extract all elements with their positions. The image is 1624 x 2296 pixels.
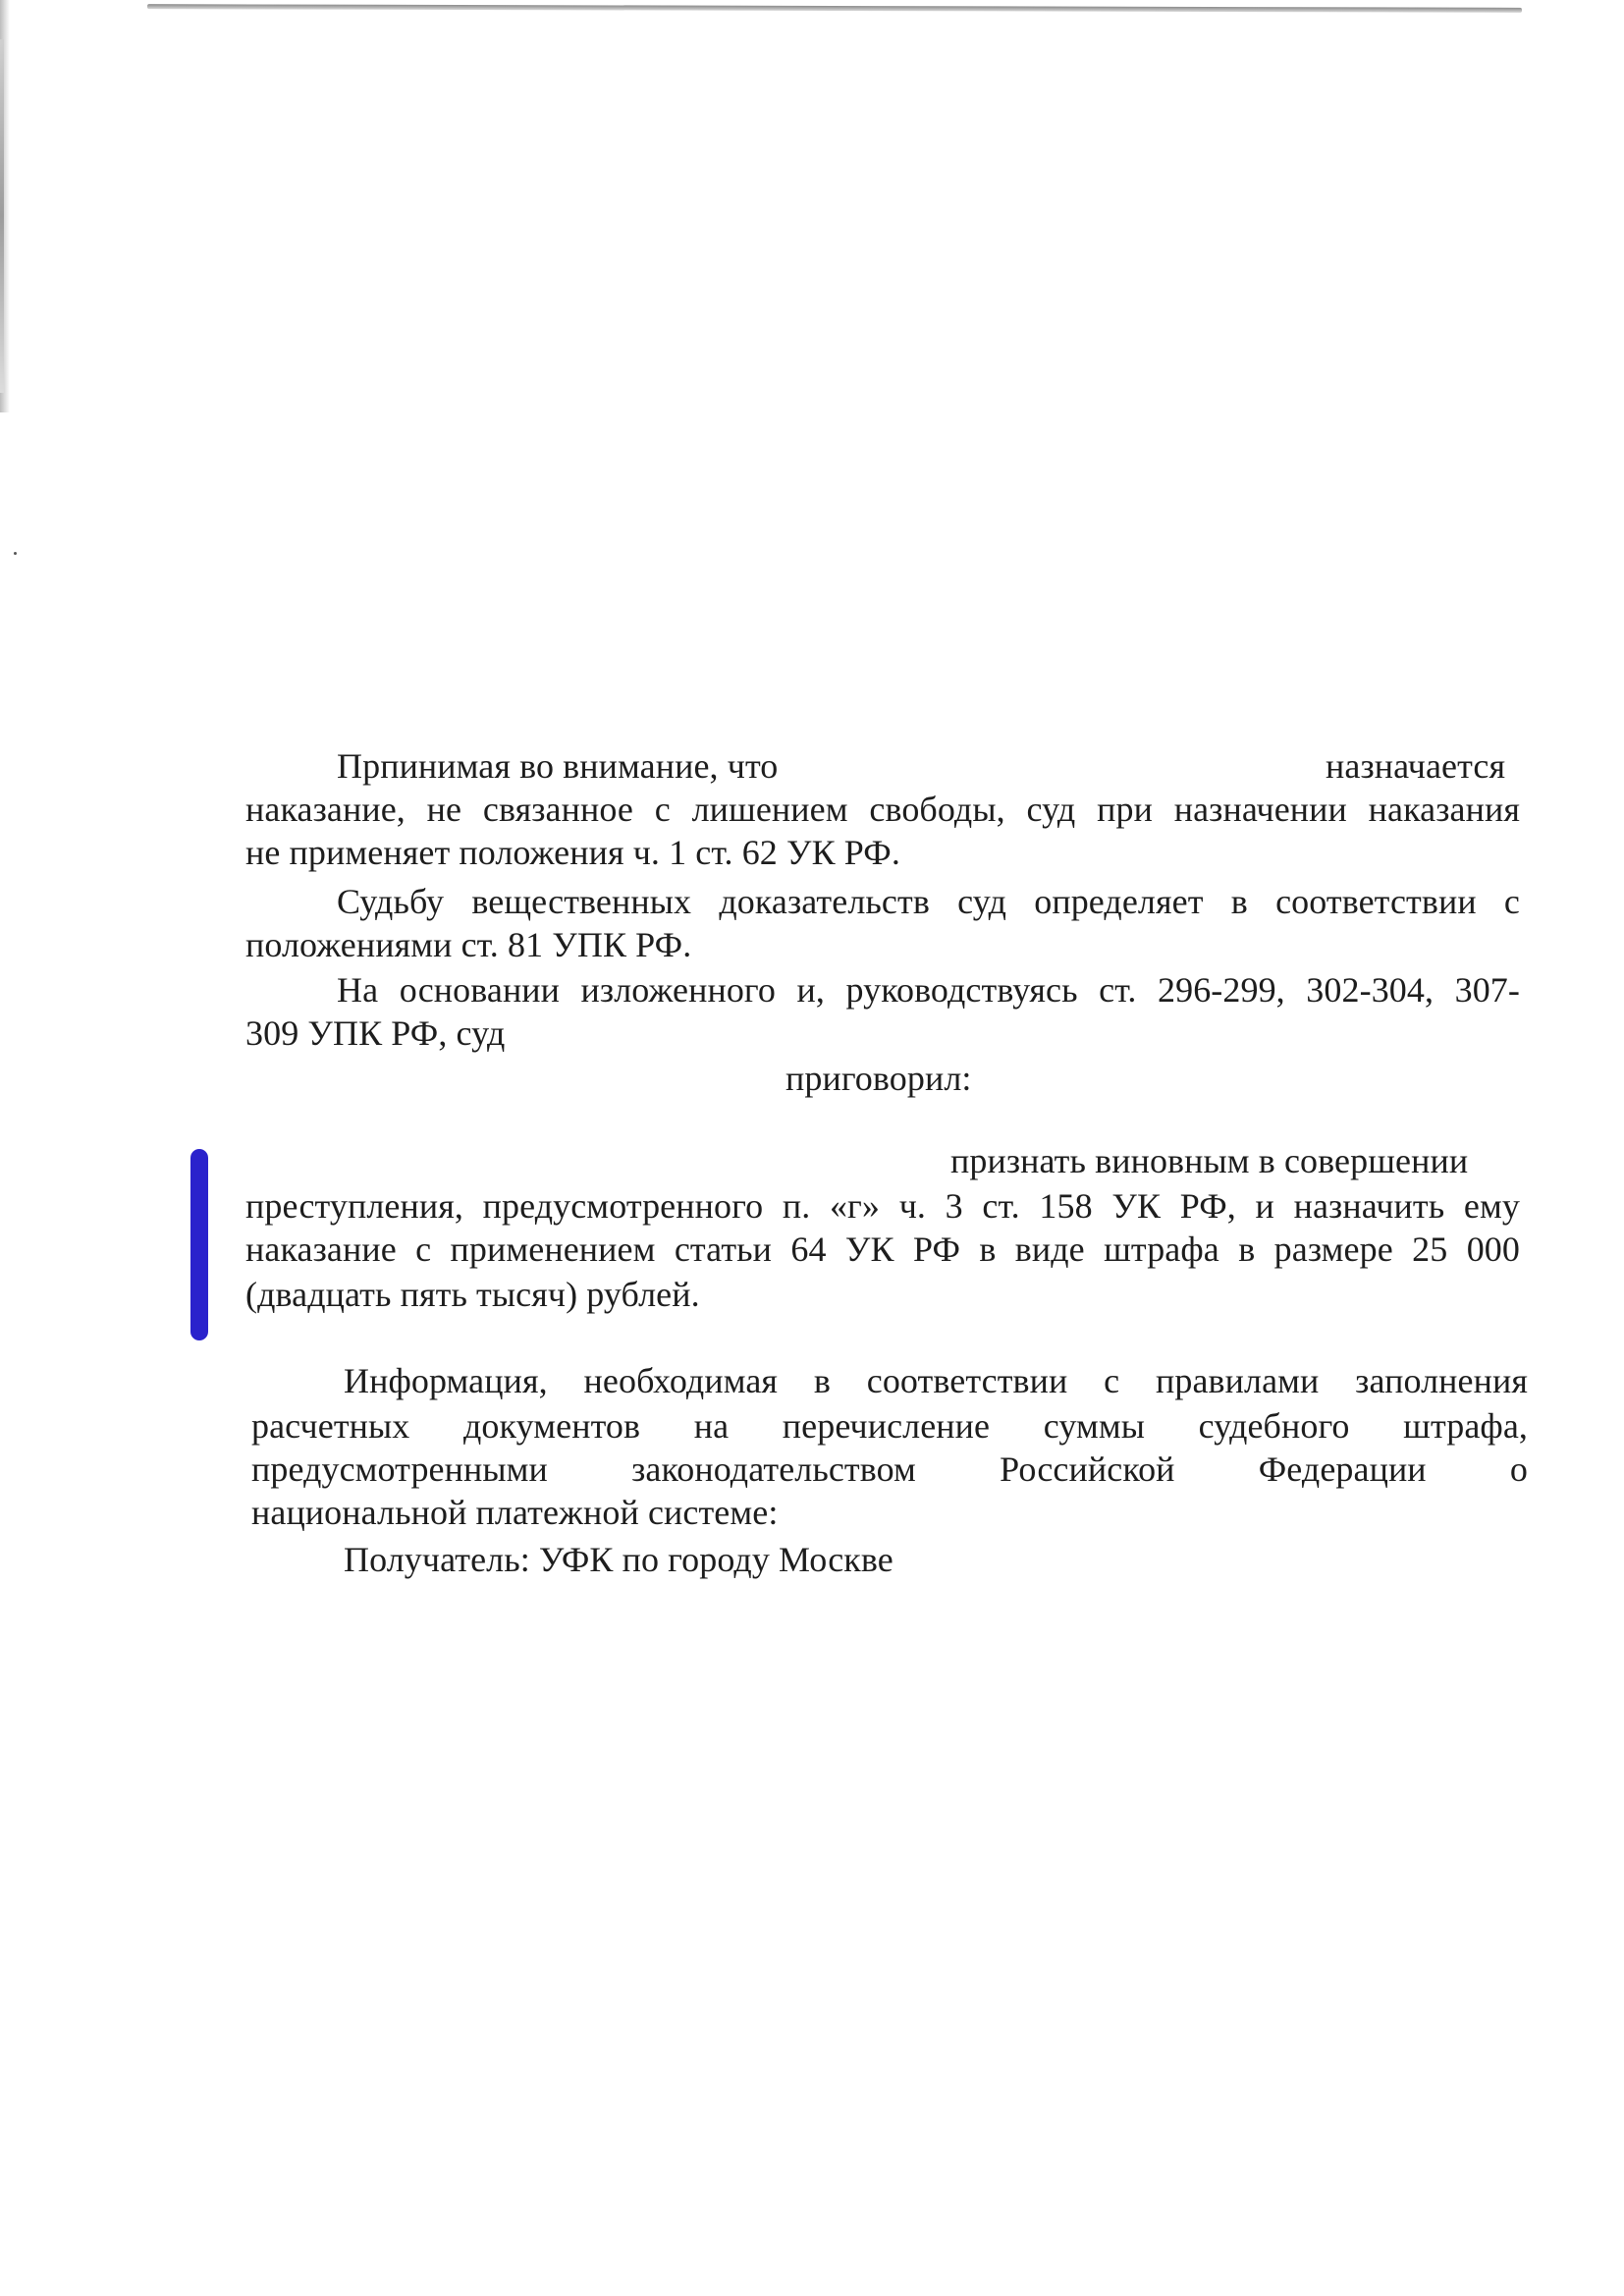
payment-info-line-4: национальной платежной системе: <box>251 1493 779 1532</box>
verdict-heading: приговорил: <box>785 1059 972 1098</box>
paragraph-1-line-1-end: назначается <box>1326 746 1506 786</box>
scan-speck <box>14 552 17 555</box>
payment-info-line-1: Информация, необходимая в соответствии с правилами заполнения <box>344 1361 1528 1400</box>
paragraph-1-line-2: наказание, не связанное с лишением свободы, суд при назначении наказания <box>245 790 1520 829</box>
paragraph-2-line-1: Судьбу вещественных доказательств суд определяет в соответствии с <box>337 882 1520 921</box>
payment-info-line-3: предусмотренными законодательством Российской Федерации о <box>251 1449 1528 1489</box>
verdict-line-1-end: признать виновным в совершении <box>950 1141 1469 1180</box>
scan-left-edge <box>0 39 4 393</box>
verdict-line-2: преступления, предусмотренного п. «г» ч. 3 ст. 158 УК РФ, и назначить ему <box>245 1186 1520 1226</box>
payment-info-line-2: расчетных документов на перечисление суммы судебного штрафа, <box>251 1406 1528 1446</box>
payment-recipient: Получатель: УФК по городу Москве <box>344 1540 893 1579</box>
paragraph-2-line-2: положениями ст. 81 УПК РФ. <box>245 925 692 964</box>
verdict-line-4: (двадцать пять тысяч) рублей. <box>245 1275 700 1314</box>
paragraph-1-line-3: не применяет положения ч. 1 ст. 62 УК РФ. <box>245 833 900 872</box>
paragraph-3-line-1: На основании изложенного и, руководствуясь ст. 296-299, 302-304, 307- <box>337 970 1520 1010</box>
paragraph-3-line-2: 309 УПК РФ, суд <box>245 1013 506 1053</box>
verdict-line-3: наказание с применением статьи 64 УК РФ в виде штрафа в размере 25 000 <box>245 1230 1520 1269</box>
scan-top-edge <box>147 4 1522 13</box>
paragraph-1-line-1-start: Прпинимая во внимание, что <box>337 746 779 786</box>
highlight-mark <box>190 1149 208 1340</box>
